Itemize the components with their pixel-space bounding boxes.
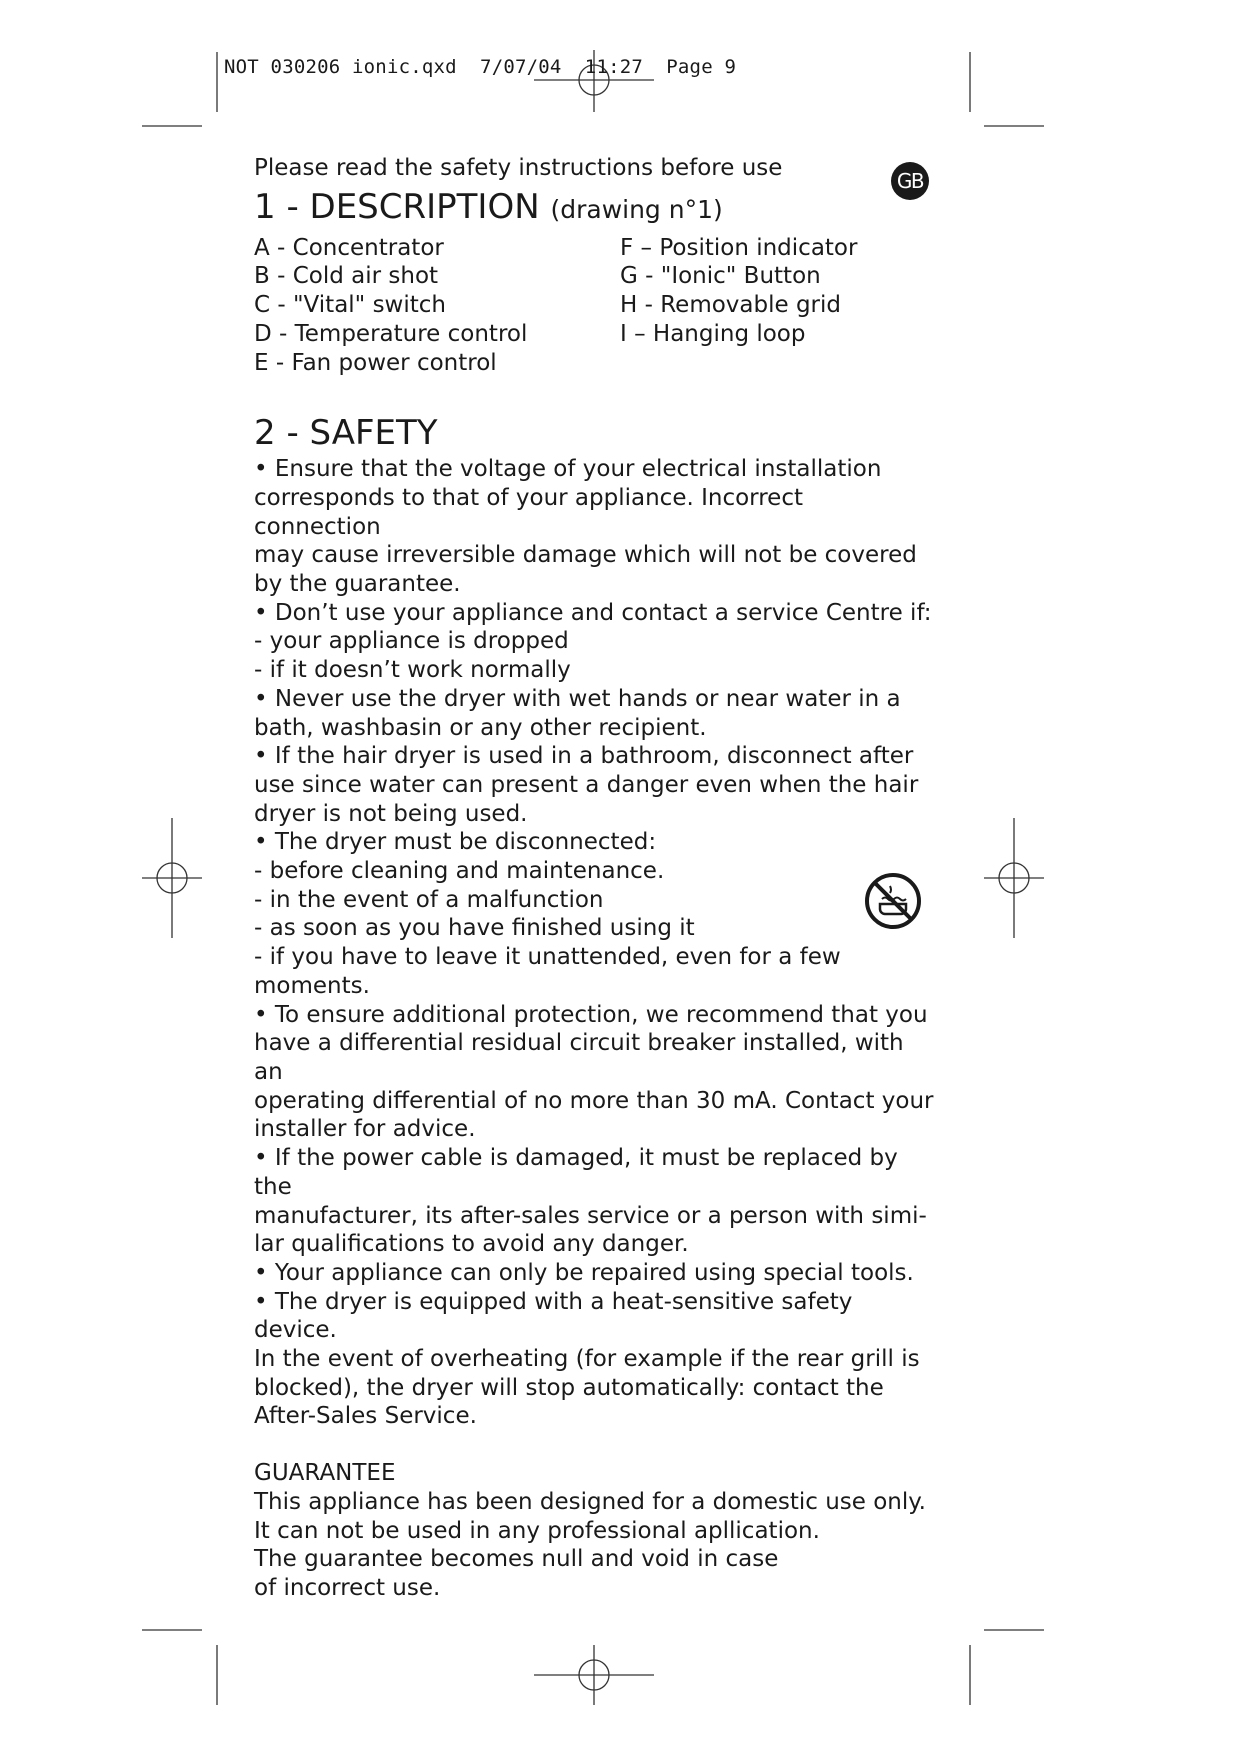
safety-line: • The dryer is equipped with a heat-sensitive safety device. bbox=[254, 1288, 853, 1344]
description-item: F – Position indicator bbox=[620, 234, 858, 261]
safety-line: • To ensure additional protection, we recommend that you bbox=[254, 1001, 928, 1028]
guarantee-title: GUARANTEE bbox=[254, 1460, 396, 1487]
safety-line: • If the power cable is damaged, it must be replaced by the bbox=[254, 1145, 898, 1200]
guarantee-line: of incorrect use. bbox=[254, 1574, 441, 1601]
guarantee-section bbox=[254, 1459, 934, 1603]
description-item: E - Fan power control bbox=[254, 349, 497, 376]
safety-text bbox=[254, 455, 934, 1431]
safety-line: installer for advice. bbox=[254, 1116, 476, 1143]
description-item: I – Hanging loop bbox=[620, 320, 806, 347]
description-left-column bbox=[254, 234, 620, 378]
safety-line: - as soon as you have finished using it bbox=[254, 915, 695, 942]
page-content bbox=[254, 154, 934, 1603]
description-heading bbox=[254, 187, 934, 230]
safety-line: - if it doesn’t work normally bbox=[254, 657, 571, 684]
description-item: A - Concentrator bbox=[254, 234, 444, 261]
guarantee-line: The guarantee becomes null and void in case bbox=[254, 1546, 779, 1573]
description-subtitle: (drawing n°1) bbox=[550, 194, 723, 224]
registration-mark-left bbox=[142, 818, 202, 938]
safety-line: After-Sales Service. bbox=[254, 1403, 477, 1430]
safety-line: may cause irreversible damage which will not be covered bbox=[254, 542, 917, 569]
description-item: C - "Vital" switch bbox=[254, 292, 446, 319]
safety-line: manufacturer, its after-sales service or a person with simi- bbox=[254, 1202, 927, 1229]
print-slug: NOT 030206 ionic.qxd 7/07/04 11:27 Page 9 bbox=[224, 56, 737, 78]
safety-line: operating differential of no more than 30 mA. Contact your bbox=[254, 1087, 934, 1114]
safety-line: bath, washbasin or any other recipient. bbox=[254, 714, 707, 741]
guarantee-line: This appliance has been designed for a domestic use only. bbox=[254, 1488, 926, 1515]
safety-line: - your appliance is dropped bbox=[254, 628, 569, 655]
safety-line: • If the hair dryer is used in a bathroom, disconnect after bbox=[254, 743, 914, 770]
safety-line: • The dryer must be disconnected: bbox=[254, 829, 657, 856]
intro-text: Please read the safety instructions before use bbox=[254, 155, 783, 181]
safety-line: blocked), the dryer will stop automatically: contact the bbox=[254, 1374, 884, 1401]
guarantee-line: It can not be used in any professional apllication. bbox=[254, 1517, 820, 1544]
safety-line: - in the event of a malfunction bbox=[254, 886, 604, 913]
description-item: G - "Ionic" Button bbox=[620, 263, 821, 290]
safety-line: - before cleaning and maintenance. bbox=[254, 858, 665, 885]
description-item: B - Cold air shot bbox=[254, 263, 439, 290]
safety-line: corresponds to that of your appliance. Incorrect connection bbox=[254, 484, 803, 540]
safety-line: - if you have to leave it unattended, even for a few bbox=[254, 944, 841, 971]
registration-mark-right bbox=[984, 818, 1044, 938]
safety-line: • Ensure that the voltage of your electrical installation bbox=[254, 456, 882, 483]
description-item: H - Removable grid bbox=[620, 292, 841, 319]
description-right-column bbox=[620, 234, 940, 378]
safety-line: use since water can present a danger even when the hair bbox=[254, 771, 919, 798]
safety-line: • Don’t use your appliance and contact a service Centre if: bbox=[254, 599, 932, 626]
registration-mark-bottom bbox=[534, 1645, 654, 1705]
description-item: D - Temperature control bbox=[254, 320, 528, 347]
safety-heading: 2 - SAFETY bbox=[254, 413, 438, 454]
safety-line: by the guarantee. bbox=[254, 571, 461, 598]
safety-line: have a differential residual circuit breaker installed, with an bbox=[254, 1030, 904, 1085]
description-list bbox=[254, 234, 934, 378]
safety-line: dryer is not being used. bbox=[254, 800, 528, 827]
safety-line: In the event of overheating (for example if the rear grill is bbox=[254, 1346, 920, 1373]
safety-line: moments. bbox=[254, 972, 370, 999]
language-badge: GB bbox=[891, 162, 929, 200]
safety-line: lar qualifications to avoid any danger. bbox=[254, 1231, 689, 1258]
safety-line: • Your appliance can only be repaired using special tools. bbox=[254, 1259, 914, 1286]
description-title: 1 - DESCRIPTION bbox=[254, 186, 540, 227]
safety-line: • Never use the dryer with wet hands or near water in a bbox=[254, 685, 901, 712]
